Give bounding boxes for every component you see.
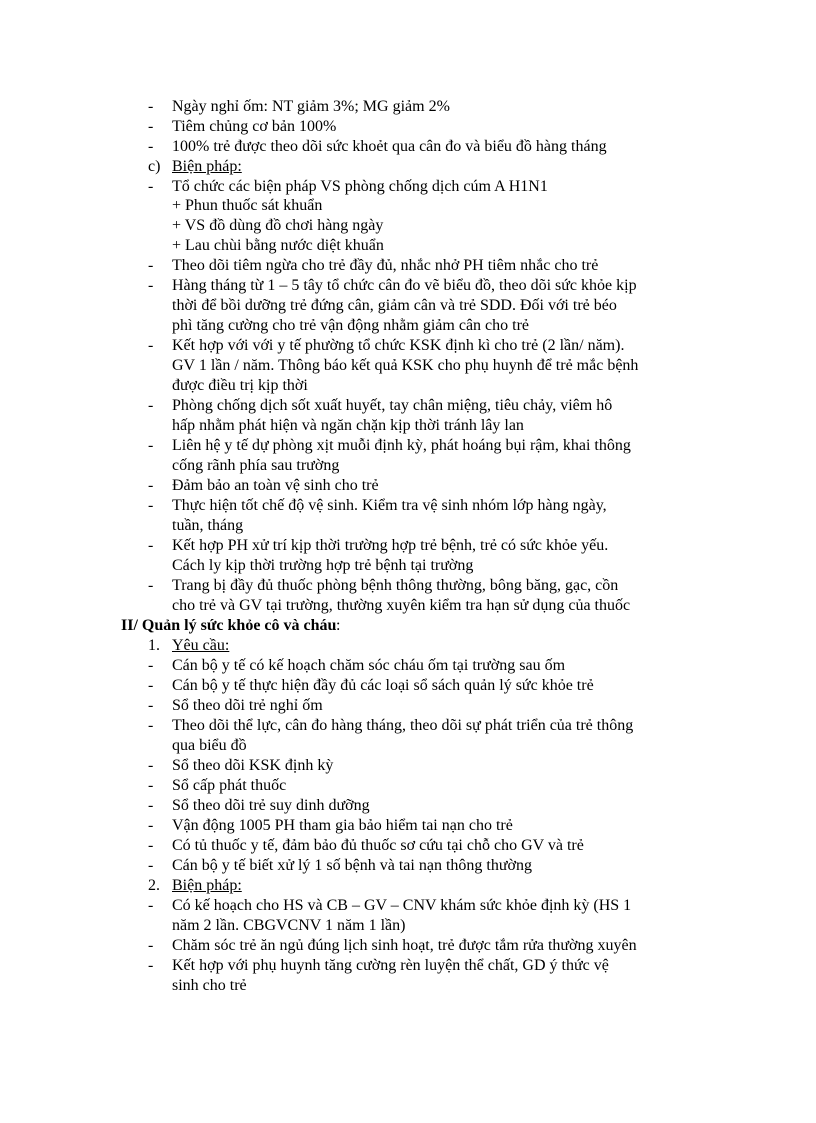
- bullet-marker: -: [148, 857, 154, 874]
- list-item: [0, 776, 816, 796]
- list-item: [0, 177, 816, 197]
- list-item-text: Kết hợp với phụ huynh tăng cường rèn luyện thể chất, GD ý thức vệ: [172, 957, 609, 974]
- section-heading: [0, 616, 816, 636]
- list-item-text: sinh cho trẻ: [172, 977, 247, 994]
- bullet-marker: -: [148, 497, 154, 514]
- list-item-text: Thực hiện tốt chế độ vệ sinh. Kiểm tra vệ sinh nhóm lớp hàng ngày,: [172, 497, 607, 514]
- list-item-text: hấp nhằm phát hiện và ngăn chặn kịp thời tránh lây lan: [172, 417, 524, 434]
- list-item-continuation: [0, 316, 816, 336]
- list-item-text: Tiêm chủng cơ bản 100%: [172, 118, 337, 135]
- subheading-marker: 2.: [148, 877, 160, 894]
- list-item: [0, 97, 816, 117]
- list-item-continuation: [0, 456, 816, 476]
- list-item: [0, 896, 816, 916]
- subheading-requirements: [0, 636, 816, 656]
- list-item: [0, 396, 816, 416]
- list-item: [0, 496, 816, 516]
- list-item-text: Sổ cấp phát thuốc: [172, 777, 287, 794]
- list-item-text: GV 1 lần / năm. Thông báo kết quả KSK cho phụ huynh để trẻ mắc bệnh: [172, 357, 639, 374]
- list-item-text: Phòng chống dịch sốt xuất huyết, tay chân miệng, tiêu chảy, viêm hô: [172, 397, 613, 414]
- list-item-continuation: [0, 376, 816, 396]
- bullet-marker: -: [148, 397, 154, 414]
- list-item-text: 100% trẻ được theo dõi sức khoẻt qua cân đo và biểu đồ hàng tháng: [172, 138, 607, 155]
- list-item-text: Vận động 1005 PH tham gia bảo hiểm tai nạn cho trẻ: [172, 817, 513, 834]
- bullet-marker: -: [148, 777, 154, 794]
- list-item: [0, 436, 816, 456]
- section-heading-colon: :: [336, 617, 341, 634]
- list-item-text: Sổ theo dõi trẻ nghỉ ốm: [172, 697, 323, 714]
- list-item: [0, 117, 816, 137]
- list-item-text: Sổ theo dõi KSK định kỳ: [172, 757, 334, 774]
- list-item-text: tuần, tháng: [172, 517, 244, 534]
- list-item-continuation: [0, 976, 816, 996]
- list-item-text: qua biểu đồ: [172, 737, 247, 754]
- list-item-text: Đảm bảo an toàn vệ sinh cho trẻ: [172, 477, 379, 494]
- bullet-marker: -: [148, 577, 154, 594]
- list-item: [0, 856, 816, 876]
- bullet-marker: -: [148, 657, 154, 674]
- list-item-continuation: [0, 516, 816, 536]
- bullet-marker: -: [148, 118, 154, 135]
- bullet-marker: -: [148, 98, 154, 115]
- sub-item-text: + VS đồ dùng đồ chơi hàng ngày: [172, 217, 384, 234]
- bullet-marker: -: [148, 837, 154, 854]
- list-item-text: Cán bộ y tế biết xử lý 1 số bệnh và tai nạn thông thường: [172, 857, 532, 874]
- list-item-text: Chăm sóc trẻ ăn ngủ đúng lịch sinh hoạt, trẻ được tắm rửa thường xuyên: [172, 937, 637, 954]
- subheading-text: Biện pháp:: [172, 877, 242, 894]
- list-item: [0, 936, 816, 956]
- list-item-text: Cách ly kịp thời trường hợp trẻ bệnh tại trường: [172, 557, 474, 574]
- subheading-text: Yêu cầu:: [172, 637, 230, 654]
- section-heading-text: II/ Quản lý sức khỏe cô và cháu: [121, 617, 337, 634]
- bullet-marker: -: [148, 277, 154, 294]
- sub-item: [0, 216, 816, 236]
- subheading-marker: c): [148, 158, 161, 175]
- bullet-marker: -: [148, 257, 154, 274]
- subheading-measures-2: [0, 876, 816, 896]
- bullet-marker: -: [148, 138, 154, 155]
- list-item-text: Kết hợp với với y tế phường tổ chức KSK định kì cho trẻ (2 lần/ năm).: [172, 337, 625, 354]
- bullet-marker: -: [148, 677, 154, 694]
- sub-item: [0, 196, 816, 216]
- list-item: [0, 656, 816, 676]
- list-item-continuation: [0, 296, 816, 316]
- list-item-text: cống rãnh phía sau trường: [172, 457, 340, 474]
- bullet-marker: -: [148, 897, 154, 914]
- bullet-marker: -: [148, 477, 154, 494]
- bullet-marker: -: [148, 957, 154, 974]
- list-item-text: Có kế hoạch cho HS và CB – GV – CNV khám sức khỏe định kỳ (HS 1: [172, 897, 632, 914]
- list-item-text: Có tủ thuốc y tế, đảm bảo đủ thuốc sơ cứu tại chỗ cho GV và trẻ: [172, 837, 584, 854]
- list-item: [0, 696, 816, 716]
- list-item: [0, 716, 816, 736]
- list-item-continuation: [0, 916, 816, 936]
- list-item: [0, 276, 816, 296]
- bullet-marker: -: [148, 178, 154, 195]
- list-item-text: Sổ theo dõi trẻ suy dinh dưỡng: [172, 797, 370, 814]
- list-item-continuation: [0, 596, 816, 616]
- list-item: [0, 256, 816, 276]
- list-item: [0, 576, 816, 596]
- list-item-text: Cán bộ y tế thực hiện đầy đủ các loại sổ sách quản lý sức khỏe trẻ: [172, 677, 594, 694]
- list-item-text: Hàng tháng từ 1 – 5 tây tổ chức cân đo vẽ biểu đồ, theo dõi sức khỏe kịp: [172, 277, 637, 294]
- bullet-marker: -: [148, 797, 154, 814]
- list-item-text: Tổ chức các biện pháp VS phòng chống dịch cúm A H1N1: [172, 178, 548, 195]
- list-item: [0, 476, 816, 496]
- list-item-text: thời để bồi dưỡng trẻ đứng cân, giảm cân và trẻ SDD. Đối với trẻ béo: [172, 297, 617, 314]
- list-item-text: Trang bị đầy đủ thuốc phòng bệnh thông thường, bông băng, gạc, cồn: [172, 577, 619, 594]
- bullet-marker: -: [148, 717, 154, 734]
- list-item: [0, 796, 816, 816]
- sub-item-text: + Phun thuốc sát khuẩn: [172, 197, 323, 214]
- list-item: [0, 836, 816, 856]
- list-item-text: cho trẻ và GV tại trường, thường xuyên kiểm tra hạn sử dụng của thuốc: [172, 597, 631, 614]
- list-item-text: Liên hệ y tế dự phòng xịt muỗi định kỳ, phát hoáng bụi rậm, khai thông: [172, 437, 631, 454]
- list-item: [0, 756, 816, 776]
- list-item: [0, 816, 816, 836]
- list-item-continuation: [0, 556, 816, 576]
- subheading-measures: [0, 157, 816, 177]
- bullet-marker: -: [148, 937, 154, 954]
- list-item-text: Cán bộ y tế có kế hoạch chăm sóc cháu ốm tại trường sau ốm: [172, 657, 566, 674]
- list-item-text: phì tăng cường cho trẻ vận động nhằm giảm cân cho trẻ: [172, 317, 530, 334]
- bullet-marker: -: [148, 757, 154, 774]
- list-item-continuation: [0, 416, 816, 436]
- bullet-marker: -: [148, 697, 154, 714]
- list-item-text: Kết hợp PH xử trí kịp thời trường hợp trẻ bệnh, trẻ có sức khỏe yếu.: [172, 537, 609, 554]
- list-item-text: Theo dõi tiêm ngừa cho trẻ đầy đủ, nhắc nhở PH tiêm nhắc cho trẻ: [172, 257, 599, 274]
- list-item: [0, 137, 816, 157]
- list-item: [0, 336, 816, 356]
- sub-item: [0, 236, 816, 256]
- bullet-marker: -: [148, 437, 154, 454]
- bullet-marker: -: [148, 537, 154, 554]
- list-item: [0, 676, 816, 696]
- list-item-text: Theo dõi thể lực, cân đo hàng tháng, theo dõi sự phát triển của trẻ thông: [172, 717, 634, 734]
- bullet-marker: -: [148, 817, 154, 834]
- list-item: [0, 536, 816, 556]
- subheading-marker: 1.: [148, 637, 160, 654]
- sub-item-text: + Lau chùi bằng nước diệt khuẩn: [172, 237, 384, 254]
- list-item-continuation: [0, 356, 816, 376]
- bullet-marker: -: [148, 337, 154, 354]
- subheading-text: Biện pháp:: [172, 158, 242, 175]
- list-item: [0, 956, 816, 976]
- list-item-text: Ngày nghỉ ốm: NT giảm 3%; MG giảm 2%: [172, 98, 450, 115]
- list-item-continuation: [0, 736, 816, 756]
- list-item-text: năm 2 lần. CBGVCNV 1 năm 1 lần): [172, 917, 406, 934]
- list-item-text: được điều trị kịp thời: [172, 377, 308, 394]
